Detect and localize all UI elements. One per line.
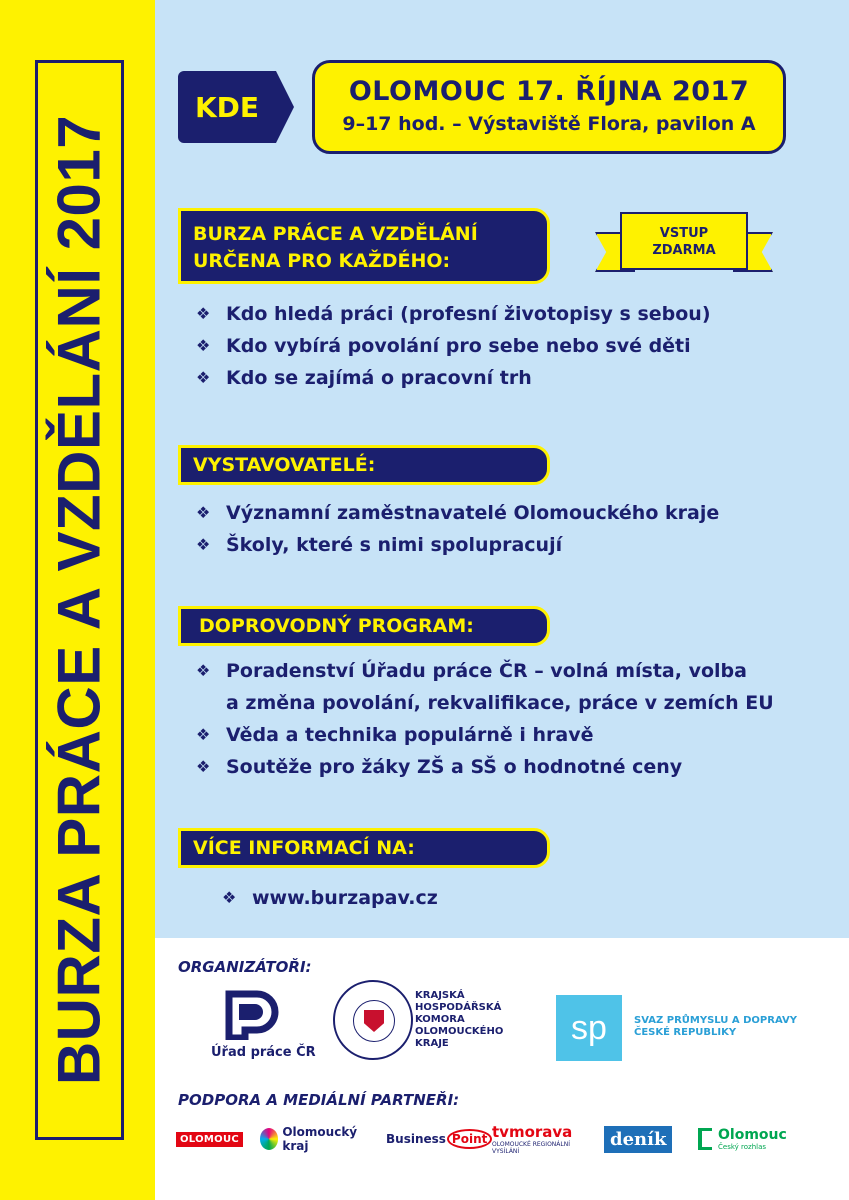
list-item-text: Poradenství Úřadu práce ČR – volná místa, volba xyxy=(226,660,747,682)
tv-subtext: OLOMOUCKÉ REGIONÁLNÍ VYSÍLÁNÍ xyxy=(492,1141,570,1155)
bullet-icon: ❖ xyxy=(196,503,211,522)
khk-line: HOSPODÁŘSKÁ xyxy=(415,1002,502,1013)
khk-line: OLOMOUCKÉHO xyxy=(415,1026,504,1037)
khk-line: KRAJSKÁ xyxy=(415,990,465,1001)
website-url[interactable]: www.burzapav.cz xyxy=(252,887,438,909)
badge-line1: VSTUP xyxy=(659,226,709,241)
list-item-text: Věda a technika populárně i hravě xyxy=(226,724,594,746)
rozhlas-olomouc-logo xyxy=(698,1120,798,1158)
audience-title-line1: BURZA PRÁCE A VZDĚLÁNÍ xyxy=(193,223,478,245)
bp-point-text: Point xyxy=(447,1129,492,1149)
tv-text: tvmorava xyxy=(492,1123,573,1141)
vertical-title: BURZA PRÁCE A VZDĚLÁNÍ 2017 xyxy=(45,114,113,1086)
list-item xyxy=(196,330,816,362)
urad-prace-name: Úřad práce ČR xyxy=(211,1045,316,1060)
partner-logos xyxy=(176,1120,816,1164)
rozhlas-subtext: Český rozhlas xyxy=(718,1143,767,1151)
badge-line2: ZDARMA xyxy=(652,243,716,258)
list-item-text: Kdo se zajímá o pracovní trh xyxy=(226,367,532,389)
sp-mark: sp xyxy=(556,995,622,1061)
where-label: KDE xyxy=(178,71,276,143)
rozhlas-icon xyxy=(698,1128,712,1150)
section-exhibitors-header: VYSTAVOVATELÉ: xyxy=(178,445,550,485)
bullet-icon: ❖ xyxy=(196,304,211,323)
urad-prace-icon xyxy=(223,990,281,1040)
list-item xyxy=(196,497,816,529)
kraj-text: Olomoucký kraj xyxy=(282,1125,358,1153)
audience-list xyxy=(196,298,816,394)
bullet-icon: ❖ xyxy=(196,368,211,387)
denik-text: deník xyxy=(604,1126,672,1153)
list-item-text-continued: a změna povolání, rekvalifikace, práce v zemích EU xyxy=(226,692,774,714)
flower-icon xyxy=(260,1128,278,1150)
sp-logo xyxy=(556,995,806,1063)
list-item xyxy=(196,362,816,394)
section-audience-header xyxy=(178,208,550,284)
website-link[interactable] xyxy=(222,882,622,914)
list-item xyxy=(196,751,816,783)
bullet-icon: ❖ xyxy=(196,535,211,554)
bullet-icon: ❖ xyxy=(196,757,211,776)
list-item-text: Kdo vybírá povolání pro sebe nebo své děti xyxy=(226,335,691,357)
sp-line: ČESKÉ REPUBLIKY xyxy=(634,1027,737,1038)
khk-line: KOMORA xyxy=(415,1014,465,1025)
olomouc-city-text: OLOMOUC xyxy=(176,1132,243,1147)
event-venue: 9–17 hod. – Výstaviště Flora, pavilon A xyxy=(342,113,756,135)
list-item-text: Kdo hledá práci (profesní životopisy s sebou) xyxy=(226,303,711,325)
khk-seal-icon xyxy=(333,980,413,1060)
section-info-header: VÍCE INFORMACÍ NA: xyxy=(178,828,550,868)
list-item-text: Soutěže pro žáky ZŠ a SŠ o hodnotné ceny xyxy=(226,756,683,778)
bullet-icon: ❖ xyxy=(196,725,211,744)
list-item xyxy=(196,529,816,561)
bullet-icon: ❖ xyxy=(196,336,211,355)
bullet-icon: ❖ xyxy=(196,661,211,680)
free-entry-badge xyxy=(595,212,773,280)
business-point-logo xyxy=(386,1120,488,1158)
khk-logo xyxy=(333,980,523,1065)
urad-prace-logo xyxy=(211,990,316,1068)
bp-text: Business xyxy=(386,1132,446,1146)
partners-label: PODPORA A MEDIÁLNÍ PARTNEŘI: xyxy=(178,1091,460,1109)
event-date: OLOMOUC 17. ŘÍJNA 2017 xyxy=(348,76,750,107)
sp-name xyxy=(634,1015,804,1039)
list-item xyxy=(196,719,816,751)
olomouc-city-logo xyxy=(176,1120,246,1158)
date-box xyxy=(312,60,786,154)
list-item xyxy=(196,298,816,330)
info-list xyxy=(222,882,622,914)
list-item xyxy=(196,655,816,719)
list-item-text: Školy, které s nimi spolupracují xyxy=(226,534,563,556)
organizers-label: ORGANIZÁTOŘI: xyxy=(178,958,312,976)
tv-morava-logo xyxy=(492,1120,590,1158)
sp-line: SVAZ PRŮMYSLU A DOPRAVY xyxy=(634,1015,797,1026)
denik-logo xyxy=(604,1120,684,1158)
olomoucky-kraj-logo xyxy=(260,1120,370,1158)
section-program-header: DOPROVODNÝ PROGRAM: xyxy=(178,606,550,646)
audience-title-line2: URČENA PRO KAŽDÉHO: xyxy=(193,250,451,272)
khk-name xyxy=(415,990,515,1050)
rozhlas-text: Olomouc xyxy=(718,1127,787,1143)
program-list xyxy=(196,655,816,783)
exhibitors-list xyxy=(196,497,816,561)
ribbon-face xyxy=(620,212,748,270)
bullet-icon: ❖ xyxy=(222,888,237,907)
list-item-text: Významní zaměstnavatelé Olomouckého kraje xyxy=(226,502,720,524)
where-arrow xyxy=(276,71,294,143)
khk-line: KRAJE xyxy=(415,1038,449,1049)
